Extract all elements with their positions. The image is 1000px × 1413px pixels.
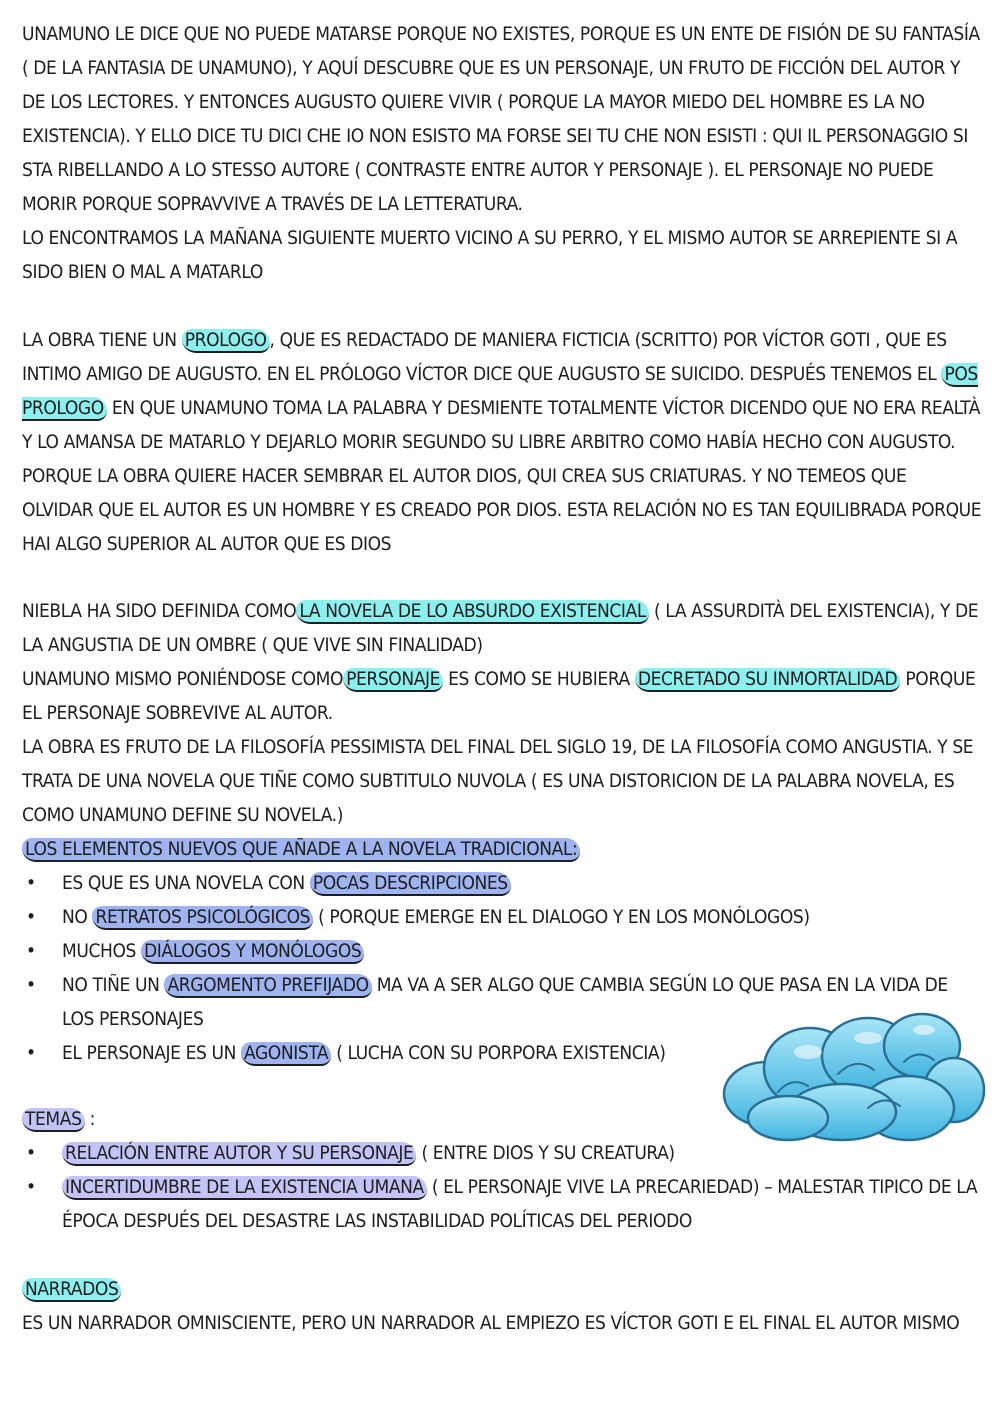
text: ( PORQUE EMERGE EN EL DIALOGO Y EN LOS MONÓLOGOS): [318, 906, 810, 928]
list-item: [22, 900, 982, 934]
text-line: [22, 594, 982, 662]
text: NO: [62, 906, 88, 928]
text-line: PORQUE LA OBRA QUIERE HACER SEMBRAR EL AUTOR DIOS, QUI CREA SUS CRIATURAS. Y NO TEMEOS QUE OLVIDAR QUE EL AUTOR ES UN HOMBRE Y ES CREADO POR DIOS. ESTA RELACIÓN NO ES TAN EQUILIBRADA PORQUE HAI ALGO SUPERIOR AL AUTOR QUE ES DIOS: [22, 465, 982, 555]
highlight-retratos-psicologicos: RETRATOS PSICOLÓGICOS: [92, 906, 313, 930]
heading-temas: TEMAS: [22, 1108, 85, 1132]
highlight-pos-prologo: POS PROLOGO: [22, 363, 978, 419]
text: NO TIÑE UN: [62, 974, 160, 996]
text: EN QUE UNAMUNO TOMA LA PALABRA Y DESMIENTE TOTALMENTE VÍCTOR DICENDO QUE NO ERA REALTÀ Y LO AMANSA DE MATARLO Y DEJARLO MORIR SEGUNDO SU LIBRE ARBITRO COMO HABÍA HECHO CON AUGUSTO.: [22, 397, 980, 453]
text: ( ENTRE DIOS Y SU CREATURA): [421, 1142, 675, 1164]
highlight-incertidumbre: INCERTIDUMBRE DE LA EXISTENCIA UMANA: [62, 1176, 427, 1200]
text: LA OBRA TIENE UN: [22, 329, 177, 351]
text: ( EL PERSONAJE VIVE LA PRECARIEDAD) – MALESTAR TIPICO DE LA ÉPOCA DESPUÉS DEL DESASTRE LAS INSTABILIDAD POLÍTICAS DEL PERIODO: [62, 1176, 978, 1232]
heading-narrados: NARRADOS: [22, 1278, 121, 1302]
text-line: [22, 662, 982, 730]
text: MUCHOS: [62, 940, 136, 962]
temas-list: [22, 1136, 982, 1238]
heading-elementos-nuevos: LOS ELEMENTOS NUEVOS QUE AÑADE A LA NOVELA TRADICIONAL:: [22, 838, 580, 862]
highlight-prologo: PROLOGO: [182, 329, 270, 353]
paragraph-niebla: [22, 594, 982, 1070]
list-item: [22, 934, 982, 968]
highlight-relacion-autor: RELACIÓN ENTRE AUTOR Y SU PERSONAJE: [62, 1142, 416, 1166]
text-line: UNAMUNO LE DICE QUE NO PUEDE MATARSE PORQUE NO EXISTES, PORQUE ES UN ENTE DE FISIÓN DE SU FANTASÍA ( DE LA FANTASIA DE UNAMUNO), Y AQUÍ DESCUBRE QUE ES UN PERSONAJE, UN FRUTO DE FICCIÓN DEL AUTOR Y DE LOS LECTORES. Y ENTONCES AUGUSTO QUIERE VIVIR ( PORQUE LA MAYOR MIEDO DEL HOMBRE ES LA NO EXISTENCIA). Y ELLO DICE TU DICI CHE IO NON ESISTO MA FORSE SEI TU CHE NON ESISTI : QUI IL PERSONAGGIO SI STA RIBELLANDO A LO STESSO AUTORE ( CONTRASTE ENTRE AUTOR Y PERSONAJE ). EL PERSONAJE NO PUEDE MORIR PORQUE SOPRAVVIVE A TRAVÉS DE LA LETTERATURA.: [22, 23, 980, 215]
section-narrados: [22, 1272, 982, 1340]
list-item: [22, 866, 982, 900]
cloud-icon: [718, 1012, 986, 1146]
text-line: [22, 1272, 982, 1306]
paragraph-unamuno-augusto: [22, 17, 982, 289]
text: ES COMO SE HUBIERA: [448, 668, 630, 690]
highlight-decretado-inmortalidad: DECRETADO SU INMORTALIDAD: [635, 668, 900, 692]
highlight-agonista: AGONISTA: [241, 1042, 331, 1066]
highlight-argomento-prefijado: ARGOMENTO PREFIJADO: [164, 974, 371, 998]
text: :: [89, 1108, 95, 1130]
highlight-personaje: PERSONAJE: [343, 668, 443, 692]
text-line: ES UN NARRADOR OMNISCIENTE, PERO UN NARRADOR AL EMPIEZO ES VÍCTOR GOTI E EL FINAL EL AUTOR MISMO: [22, 1312, 960, 1334]
text-line: LO ENCONTRAMOS LA MAÑANA SIGUIENTE MUERTO VICINO A SU PERRO, Y EL MISMO AUTOR SE ARREPIENTE SI A SIDO BIEN O MAL A MATARLO: [22, 227, 958, 283]
text: UNAMUNO MISMO PONIÉNDOSE COMO: [22, 668, 344, 690]
list-item: [22, 1170, 982, 1238]
highlight-novela-absurdo: LA NOVELA DE LO ABSURDO EXISTENCIAL: [296, 600, 649, 624]
text: PORQUE EL PERSONAJE SOBREVIVE AL AUTOR.: [22, 668, 976, 724]
text: , QUE ES REDACTADO DE MANIERA FICTICIA (SCRITTO) POR VÍCTOR GOTI , QUE ES INTIMO AMIGO DE AUGUSTO. EN EL PRÓLOGO VÍCTOR DICE QUE AUGUSTO SE SUICIDO. DESPUÉS TENEMOS EL: [22, 329, 947, 385]
text-line: [22, 832, 982, 866]
text: ( LA ASSURDITÀ DEL EXISTENCIA), Y DE LA ANGUSTIA DE UN OMBRE ( QUE VIVE SIN FINALIDAD): [22, 600, 979, 656]
paragraph-prologo: [22, 323, 982, 561]
text: ES QUE ES UNA NOVELA CON: [62, 872, 305, 894]
highlight-pocas-descripciones: POCAS DESCRIPCIONES: [310, 872, 511, 896]
text: NIEBLA HA SIDO DEFINIDA COMO: [22, 600, 297, 622]
text: MA VA A SER ALGO QUE CAMBIA SEGÚN LO QUE PASA EN LA VIDA DE LOS PERSONAJES: [62, 974, 948, 1030]
text: EL PERSONAJE ES UN: [62, 1042, 236, 1064]
highlight-dialogos-monologos: DIÁLOGOS Y MONÓLOGOS: [141, 940, 364, 964]
text-line: [22, 323, 982, 459]
text: ( LUCHA CON SU PORPORA EXISTENCIA): [336, 1042, 666, 1064]
text-line: LA OBRA ES FRUTO DE LA FILOSOFÍA PESSIMISTA DEL FINAL DEL SIGLO 19, DE LA FILOSOFÍA COMO ANGUSTIA. Y SE TRATA DE UNA NOVELA QUE TIÑE COMO SUBTITULO NUVOLA ( ES UNA DISTORICION DE LA PALABRA NOVELA, ES COMO UNAMUNO DEFINE SU NOVELA.): [22, 736, 974, 826]
